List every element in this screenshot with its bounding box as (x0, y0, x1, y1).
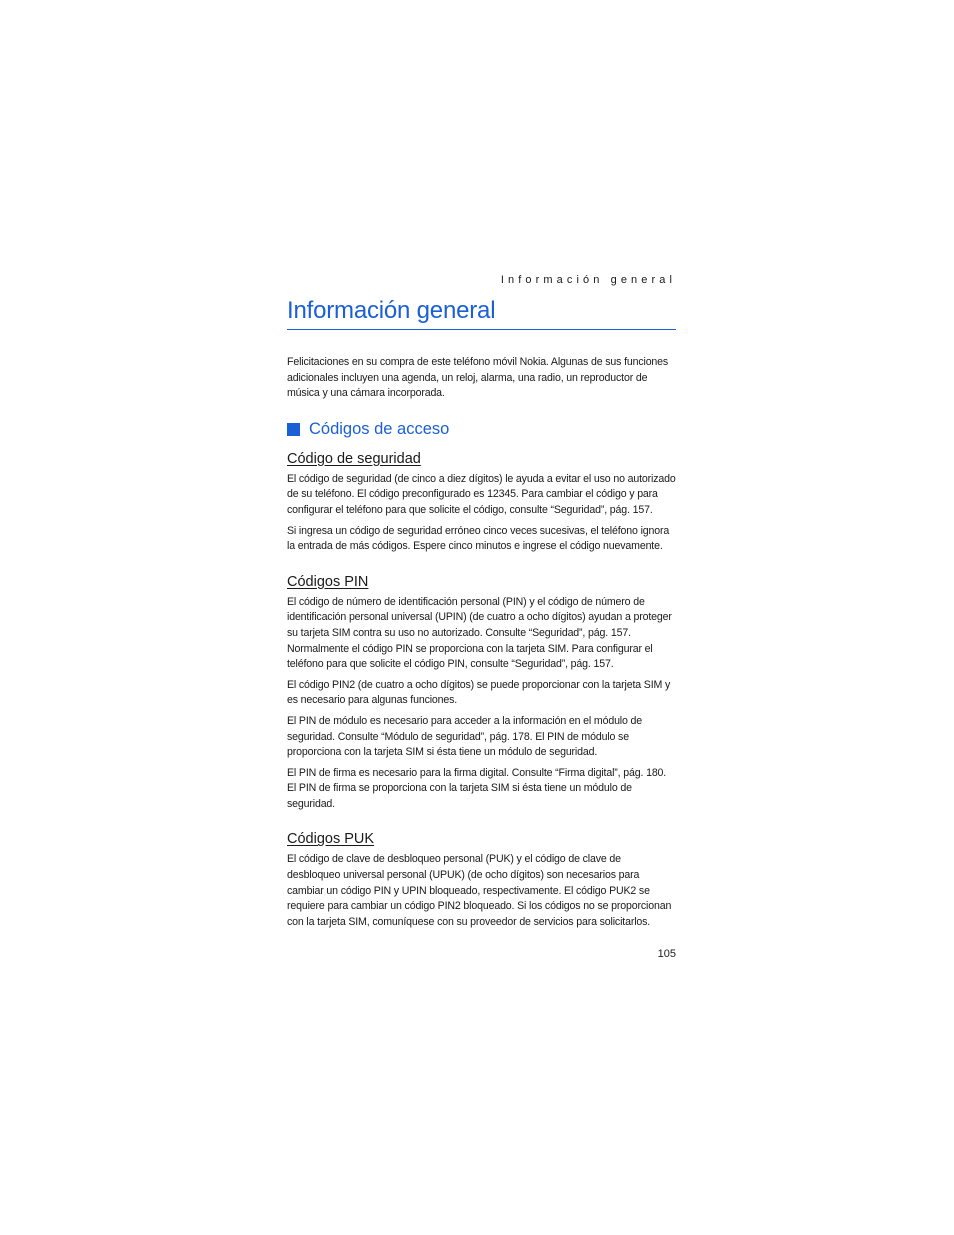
intro-paragraph: Felicitaciones en su compra de este teléfono móvil Nokia. Algunas de sus funciones adicionales incluyen una agenda, un reloj, alarma, una radio, un reproductor de música y una cámara incorporada. (287, 356, 669, 400)
security-paragraph-1: El código de seguridad (de cinco a diez dígitos) le ayuda a evitar el uso no autorizado de su teléfono. El código preconfigurado es 12345. Para cambiar el código y para configurar el teléfono para que solicite el código, consulte “Seguridad”, pág. 157. (287, 472, 676, 516)
running-header: Información general (500, 274, 676, 286)
puk-paragraph-1: El código de clave de desbloqueo personal (PUK) y el código de clave de desbloqueo universal personal (UPUK) (de ocho dígitos) son necesarios para cambiar un código PIN y UPIN bloqueado, respectivamente. El código PUK2 se requiere para cambiar un código PIN2 bloqueado. Si los códigos no se proporcionan con la tarjeta SIM, comuníquese con su proveedor de servicios para solicitarlos. (287, 853, 672, 928)
document-page (287, 0, 676, 1235)
page-content (287, 355, 676, 935)
pin-paragraph-2: El código PIN2 (de cuatro a ocho dígitos) se puede proporcionar con la tarjeta SIM y es necesario para algunas funciones. (287, 678, 671, 707)
spacer (287, 817, 676, 829)
section-heading (287, 418, 676, 442)
security-paragraph-2: Si ingresa un código de seguridad erróneo cinco veces sucesivas, el teléfono ignora la entrada de más códigos. Espere cinco minutos e ingrese el código nuevamente. (287, 524, 670, 553)
security-code-heading: Código de seguridad (287, 450, 421, 467)
puk-codes-heading: Códigos PUK (287, 831, 375, 848)
pin-codes-heading: Códigos PIN (287, 573, 369, 590)
pin-paragraph-1: El código de número de identificación personal (PIN) y el código de número de identificación personal universal (UPIN) (de cuatro a ocho dígitos) ayudan a proteger su tarjeta SIM contra su uso no autorizado. Consulte “Seguridad”, pág. 157. Normalmente el código PIN se proporciona con la tarjeta SIM. Para configurar el teléfono para que solicite el código PIN, consulte “Seguridad”, pág. 157. (287, 595, 672, 671)
page-number: 105 (657, 948, 676, 960)
pin-paragraph-3: El PIN de módulo es necesario para acceder a la información en el módulo de seguridad. Consulte “Módulo de seguridad”, pág. 178. El PIN de módulo se proporciona con la tarjeta SIM si ésta tiene un módulo de seguridad. (287, 714, 643, 759)
pin-paragraph-4: El PIN de firma es necesario para la firma digital. Consulte “Firma digital”, pág. 180. El PIN de firma se proporciona con la tarjeta SIM si ésta tiene un módulo de seguridad. (287, 766, 667, 810)
section-title-text: Códigos de acceso (309, 420, 450, 439)
chapter-title: Información general (287, 294, 676, 330)
spacer (287, 560, 676, 572)
square-bullet-icon (287, 423, 300, 436)
